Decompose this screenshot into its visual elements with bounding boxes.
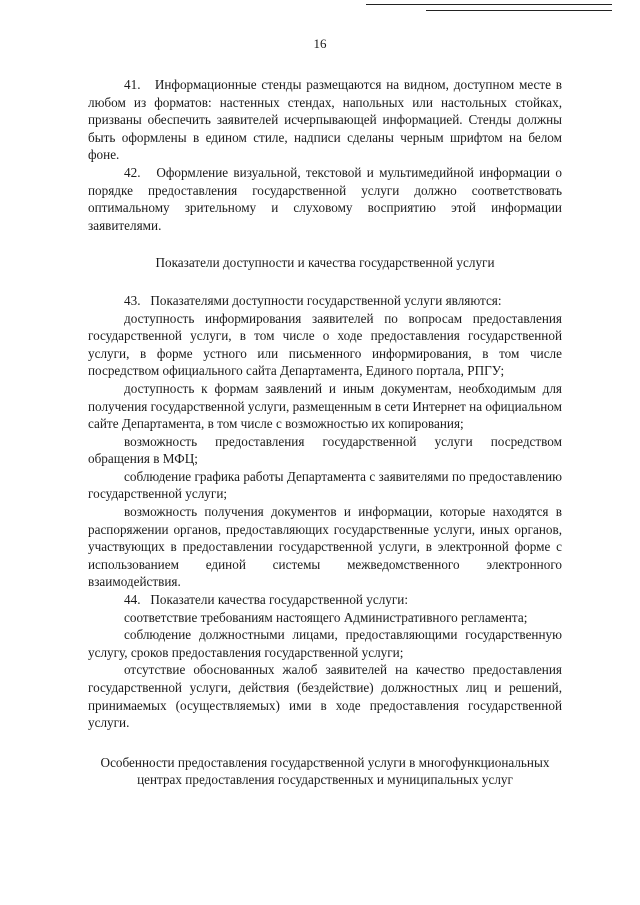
list-item: доступность к формам заявлений и иным документам, необходимым для получения государственной услуги, размещенным в сети Интернет на официальном сайте Департамента, в том числе с возможностью их копирования; <box>88 380 562 432</box>
list-item: соответствие требованиям настоящего Административного регламента; <box>124 609 528 625</box>
paragraph-44: 44. Показатели качества государственной услуги: <box>124 592 409 608</box>
header-rule-secondary <box>426 10 612 11</box>
section-heading-mfc: Особенности предоставления государственной услуги в многофункциональных центрах предоставления государственных и муниципальных услуг <box>100 754 550 788</box>
paragraph-43: 43. Показателями доступности государственной услуги являются: <box>124 292 502 308</box>
list-item: возможность предоставления государственной услуги посредством обращения в МФЦ; <box>88 433 562 467</box>
page-number: 16 <box>313 36 327 51</box>
list-item: доступность информирования заявителей по вопросам предоставления государственной услуги, в том числе о ходе предоставления государственной услуги, в форме устного или письменного информирования, в том числе посредством официального сайта Департамента, Единого портала, РПГУ; <box>88 310 562 379</box>
paragraph-41: 41. Информационные стенды размещаются на видном, доступном месте в любом из форматов: настенных стендах, напольных или настольных стойках, призваны обеспечить заявителей исчерпывающей информацией. Стенды должны быть оформлены в едином стиле, надписи сделаны черным шрифтом на белом фоне. <box>88 77 562 163</box>
list-item: возможность получения документов и информации, которые находятся в распоряжении органов, предоставляющих государственные услуги, иных органов, участвующих в предоставлении государственной услуги, в электронной форме с использованием единой системы межведомственного электронного взаимодействия. <box>88 504 562 590</box>
document-body <box>88 76 562 789</box>
list-item: соблюдение графика работы Департамента с заявителями по предоставлению государственной услуги; <box>88 468 562 502</box>
paragraph-42: 42. Оформление визуальной, текстовой и мультимедийной информации о порядке предоставления государственной услуги должно соответствовать оптимальному зрительному и слуховому восприятию этой информации заявителями. <box>88 164 562 233</box>
list-item: соблюдение должностными лицами, предоставляющими государственную услугу, сроков предоставления государственной услуги; <box>88 627 562 660</box>
header-rule <box>366 4 612 5</box>
list-item: отсутствие обоснованных жалоб заявителей на качество предоставления государственной услуги, действия (бездействие) должностных лиц и решений, принимаемых (осуществляемых) ими в ходе предоставления государственной услуги. <box>88 662 562 731</box>
section-heading-accessibility: Показатели доступности и качества государственной услуги <box>155 255 495 271</box>
